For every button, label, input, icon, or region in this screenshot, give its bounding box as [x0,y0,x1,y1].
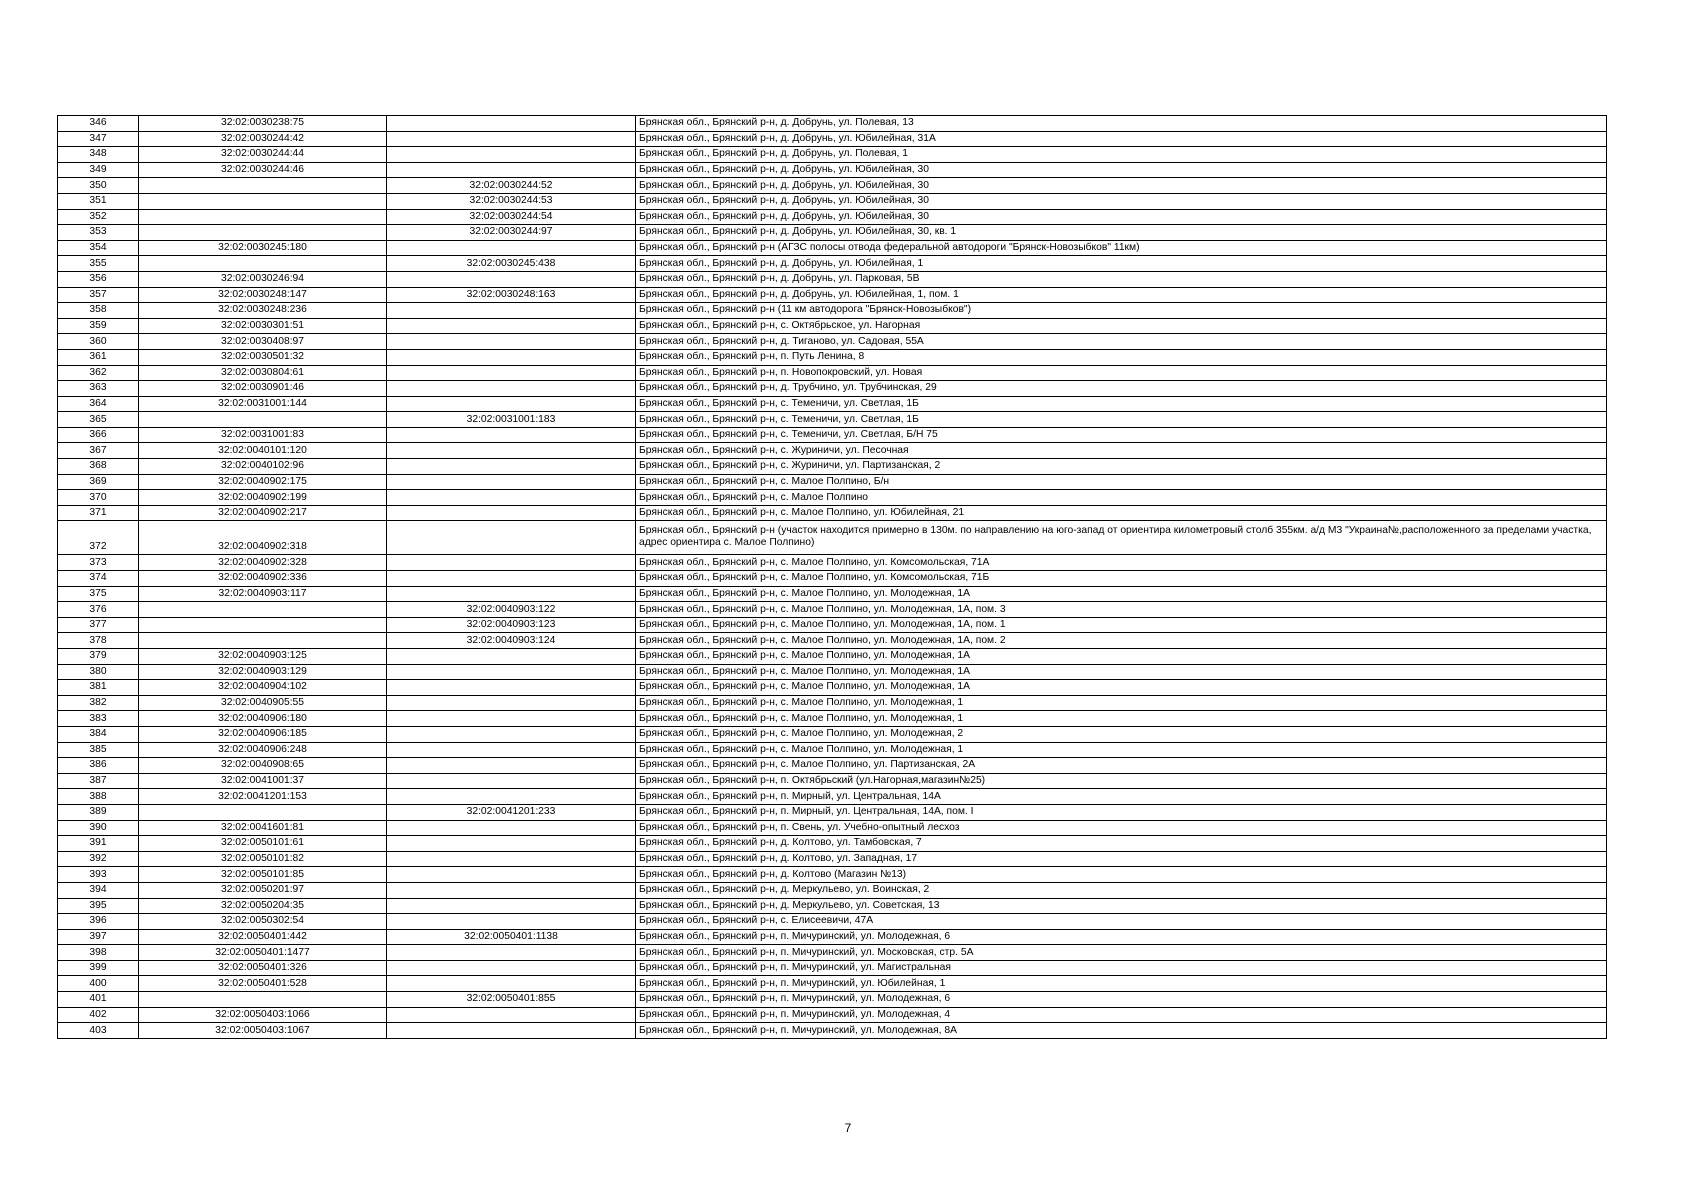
address-cell: Брянская обл., Брянский р-н, д. Добрунь, ул. Юбилейная, 1 [636,256,1607,272]
address-cell: Брянская обл., Брянский р-н, п. Мичуринский, ул. Молодежная, 6 [636,929,1607,945]
address-cell: Брянская обл., Брянский р-н, д. Добрунь, ул. Юбилейная, 30 [636,178,1607,194]
table-row [58,365,1607,381]
cadastral-number-cell: 32:02:0040906:248 [139,742,387,758]
related-cadastral-number-cell [387,976,636,992]
related-cadastral-number-cell [387,271,636,287]
table-row [58,602,1607,618]
related-cadastral-number-cell [387,711,636,727]
cadastral-number-cell: 32:02:0040902:217 [139,505,387,521]
row-number-cell: 398 [58,945,139,961]
table-row [58,412,1607,428]
row-number-cell: 371 [58,505,139,521]
related-cadastral-number-cell [387,365,636,381]
cadastral-number-cell: 32:02:0050101:82 [139,851,387,867]
address-cell: Брянская обл., Брянский р-н, с. Елисеевичи, 47А [636,914,1607,930]
address-cell: Брянская обл., Брянский р-н, с. Теменичи, ул. Светлая, 1Б [636,412,1607,428]
table-row [58,617,1607,633]
table-row [58,427,1607,443]
related-cadastral-number-cell [387,571,636,587]
cadastral-number-cell: 32:02:0050401:528 [139,976,387,992]
cadastral-number-cell: 32:02:0030246:94 [139,271,387,287]
table-row [58,318,1607,334]
address-cell: Брянская обл., Брянский р-н, с. Теменичи, ул. Светлая, Б/Н 75 [636,427,1607,443]
address-cell: Брянская обл., Брянский р-н, с. Малое Полпино, ул. Молодежная, 1А [636,586,1607,602]
cadastral-number-cell: 32:02:0030244:44 [139,147,387,163]
cadastral-number-cell: 32:02:0050403:1067 [139,1023,387,1039]
related-cadastral-number-cell: 32:02:0030244:53 [387,193,636,209]
row-number-cell: 368 [58,459,139,475]
address-cell: Брянская обл., Брянский р-н, с. Малое Полпино, ул. Партизанская, 2А [636,758,1607,774]
address-cell: Брянская обл., Брянский р-н, с. Малое Полпино, ул. Молодежная, 1А [636,664,1607,680]
related-cadastral-number-cell [387,131,636,147]
cadastral-number-cell: 32:02:0030408:97 [139,334,387,350]
related-cadastral-number-cell [387,240,636,256]
related-cadastral-number-cell [387,349,636,365]
cadastral-number-cell: 32:02:0041601:81 [139,820,387,836]
cadastral-number-cell: 32:02:0040906:180 [139,711,387,727]
address-cell: Брянская обл., Брянский р-н, п. Мирный, ул. Центральная, 14А, пом. I [636,804,1607,820]
related-cadastral-number-cell [387,427,636,443]
cadastral-number-cell: 32:02:0050201:97 [139,882,387,898]
related-cadastral-number-cell [387,459,636,475]
cadastral-number-cell: 32:02:0040908:65 [139,758,387,774]
row-number-cell: 373 [58,555,139,571]
related-cadastral-number-cell [387,521,636,555]
address-cell: Брянская обл., Брянский р-н, д. Добрунь, ул. Юбилейная, 30 [636,162,1607,178]
related-cadastral-number-cell: 32:02:0030244:97 [387,225,636,241]
related-cadastral-number-cell [387,742,636,758]
address-cell: Брянская обл., Брянский р-н, с. Малое Полпино, ул. Комсомольская, 71Б [636,571,1607,587]
cadastral-number-cell: 32:02:0040102:96 [139,459,387,475]
row-number-cell: 394 [58,882,139,898]
table-row [58,178,1607,194]
cadastral-number-cell: 32:02:0050101:61 [139,836,387,852]
row-number-cell: 397 [58,929,139,945]
address-cell: Брянская обл., Брянский р-н, п. Мирный, ул. Центральная, 14А [636,789,1607,805]
address-cell: Брянская обл., Брянский р-н, д. Трубчино, ул. Трубчинская, 29 [636,381,1607,397]
cadastral-number-cell [139,178,387,194]
related-cadastral-number-cell: 32:02:0040903:124 [387,633,636,649]
address-cell: Брянская обл., Брянский р-н, с. Малое Полпино, ул. Молодежная, 1А [636,680,1607,696]
address-cell: Брянская обл., Брянский р-н, с. Малое Полпино, ул. Молодежная, 1 [636,711,1607,727]
row-number-cell: 375 [58,586,139,602]
related-cadastral-number-cell [387,898,636,914]
table-row [58,960,1607,976]
address-cell: Брянская обл., Брянский р-н, с. Малое Полпино, ул. Молодежная, 1 [636,695,1607,711]
table-row [58,789,1607,805]
address-cell: Брянская обл., Брянский р-н, с. Малое Полпино, ул. Молодежная, 1А [636,649,1607,665]
row-number-cell: 400 [58,976,139,992]
related-cadastral-number-cell [387,490,636,506]
related-cadastral-number-cell [387,695,636,711]
registry-table-body [58,116,1607,1039]
related-cadastral-number-cell: 32:02:0040903:122 [387,602,636,618]
row-number-cell: 388 [58,789,139,805]
cadastral-number-cell [139,193,387,209]
related-cadastral-number-cell: 32:02:0031001:183 [387,412,636,428]
related-cadastral-number-cell [387,303,636,319]
related-cadastral-number-cell [387,867,636,883]
address-cell: Брянская обл., Брянский р-н, д. Добрунь, ул. Юбилейная, 1, пом. 1 [636,287,1607,303]
cadastral-number-cell: 32:02:0030248:236 [139,303,387,319]
registry-table [57,115,1607,1039]
table-row [58,459,1607,475]
address-cell: Брянская обл., Брянский р-н, п. Мичуринский, ул. Московская, стр. 5А [636,945,1607,961]
address-cell: Брянская обл., Брянский р-н, д. Меркульево, ул. Воинская, 2 [636,882,1607,898]
address-cell: Брянская обл., Брянский р-н (участок находится примерно в 130м. по направлению на юго-запад от ориентира километровый столб 355км. а/д М3 "Украина№,расположенного за пределами участка, адрес ориентира с. Малое Полпино) [636,521,1607,555]
related-cadastral-number-cell [387,334,636,350]
address-cell: Брянская обл., Брянский р-н, д. Добрунь, ул. Юбилейная, 31А [636,131,1607,147]
row-number-cell: 383 [58,711,139,727]
address-cell: Брянская обл., Брянский р-н, с. Малое Полпино, ул. Юбилейная, 21 [636,505,1607,521]
table-row [58,664,1607,680]
table-row [58,474,1607,490]
related-cadastral-number-cell [387,396,636,412]
address-cell: Брянская обл., Брянский р-н, п. Мичуринский, ул. Молодежная, 8А [636,1023,1607,1039]
related-cadastral-number-cell [387,726,636,742]
row-number-cell: 387 [58,773,139,789]
row-number-cell: 370 [58,490,139,506]
row-number-cell: 393 [58,867,139,883]
address-cell: Брянская обл., Брянский р-н, с. Малое Полпино, ул. Молодежная, 2 [636,726,1607,742]
table-row [58,586,1607,602]
table-row [58,851,1607,867]
row-number-cell: 366 [58,427,139,443]
related-cadastral-number-cell [387,882,636,898]
table-row [58,396,1607,412]
related-cadastral-number-cell [387,836,636,852]
row-number-cell: 360 [58,334,139,350]
address-cell: Брянская обл., Брянский р-н, д. Добрунь, ул. Юбилейная, 30 [636,193,1607,209]
cadastral-number-cell: 32:02:0050101:85 [139,867,387,883]
table-row [58,836,1607,852]
row-number-cell: 364 [58,396,139,412]
table-row [58,443,1607,459]
cadastral-number-cell [139,617,387,633]
table-row [58,490,1607,506]
related-cadastral-number-cell [387,820,636,836]
cadastral-number-cell: 32:02:0040902:318 [139,521,387,555]
cadastral-number-cell: 32:02:0030238:75 [139,116,387,132]
row-number-cell: 396 [58,914,139,930]
table-row [58,773,1607,789]
cadastral-number-cell: 32:02:0030804:61 [139,365,387,381]
related-cadastral-number-cell [387,381,636,397]
address-cell: Брянская обл., Брянский р-н, д. Добрунь, ул. Полевая, 1 [636,147,1607,163]
table-row [58,820,1607,836]
related-cadastral-number-cell [387,474,636,490]
row-number-cell: 350 [58,178,139,194]
related-cadastral-number-cell [387,162,636,178]
related-cadastral-number-cell [387,773,636,789]
address-cell: Брянская обл., Брянский р-н, с. Журиничи, ул. Песочная [636,443,1607,459]
cadastral-number-cell: 32:02:0040904:102 [139,680,387,696]
related-cadastral-number-cell [387,945,636,961]
address-cell: Брянская обл., Брянский р-н, д. Колтово, ул. Тамбовская, 7 [636,836,1607,852]
table-row [58,695,1607,711]
page-number: 7 [844,1121,852,1135]
related-cadastral-number-cell: 32:02:0030244:54 [387,209,636,225]
related-cadastral-number-cell [387,505,636,521]
cadastral-number-cell [139,256,387,272]
row-number-cell: 365 [58,412,139,428]
address-cell: Брянская обл., Брянский р-н, д. Добрунь, ул. Парковая, 5В [636,271,1607,287]
table-row [58,116,1607,132]
row-number-cell: 346 [58,116,139,132]
address-cell: Брянская обл., Брянский р-н, с. Малое Полпино, ул. Молодежная, 1А, пом. 2 [636,633,1607,649]
table-row [58,867,1607,883]
table-row [58,742,1607,758]
cadastral-number-cell: 32:02:0040906:185 [139,726,387,742]
table-row [58,240,1607,256]
row-number-cell: 354 [58,240,139,256]
address-cell: Брянская обл., Брянский р-н, с. Малое Полпино, Б/н [636,474,1607,490]
row-number-cell: 381 [58,680,139,696]
cadastral-number-cell: 32:02:0040905:55 [139,695,387,711]
related-cadastral-number-cell [387,147,636,163]
row-number-cell: 374 [58,571,139,587]
row-number-cell: 349 [58,162,139,178]
table-row [58,271,1607,287]
table-row [58,758,1607,774]
row-number-cell: 358 [58,303,139,319]
address-cell: Брянская обл., Брянский р-н, д. Добрунь, ул. Юбилейная, 30, кв. 1 [636,225,1607,241]
table-row [58,1023,1607,1039]
address-cell: Брянская обл., Брянский р-н, п. Мичуринский, ул. Юбилейная, 1 [636,976,1607,992]
related-cadastral-number-cell [387,680,636,696]
table-row [58,256,1607,272]
table-row [58,976,1607,992]
address-cell: Брянская обл., Брянский р-н, с. Журиничи, ул. Партизанская, 2 [636,459,1607,475]
row-number-cell: 386 [58,758,139,774]
table-row [58,898,1607,914]
related-cadastral-number-cell [387,758,636,774]
address-cell: Брянская обл., Брянский р-н, п. Свень, ул. Учебно-опытный лесхоз [636,820,1607,836]
address-cell: Брянская обл., Брянский р-н (11 км автодорога "Брянск-Новозыбков") [636,303,1607,319]
cadastral-number-cell: 32:02:0030244:42 [139,131,387,147]
cadastral-number-cell: 32:02:0040903:125 [139,649,387,665]
cadastral-number-cell [139,992,387,1008]
table-row [58,147,1607,163]
related-cadastral-number-cell [387,960,636,976]
table-row [58,287,1607,303]
table-row [58,505,1607,521]
table-row [58,929,1607,945]
related-cadastral-number-cell [387,443,636,459]
related-cadastral-number-cell: 32:02:0030245:438 [387,256,636,272]
related-cadastral-number-cell [387,586,636,602]
related-cadastral-number-cell [387,789,636,805]
address-cell: Брянская обл., Брянский р-н, п. Мичуринский, ул. Молодежная, 4 [636,1007,1607,1023]
related-cadastral-number-cell: 32:02:0050401:1138 [387,929,636,945]
address-cell: Брянская обл., Брянский р-н, с. Малое Полпино, ул. Молодежная, 1 [636,742,1607,758]
row-number-cell: 389 [58,804,139,820]
row-number-cell: 384 [58,726,139,742]
row-number-cell: 402 [58,1007,139,1023]
address-cell: Брянская обл., Брянский р-н, д. Добрунь, ул. Полевая, 13 [636,116,1607,132]
cadastral-number-cell: 32:02:0030301:51 [139,318,387,334]
related-cadastral-number-cell [387,914,636,930]
table-row [58,521,1607,555]
row-number-cell: 356 [58,271,139,287]
table-row [58,225,1607,241]
table-row [58,804,1607,820]
cadastral-number-cell [139,804,387,820]
table-row [58,349,1607,365]
table-row [58,914,1607,930]
row-number-cell: 353 [58,225,139,241]
cadastral-number-cell: 32:02:0050401:442 [139,929,387,945]
address-cell: Брянская обл., Брянский р-н, п. Мичуринский, ул. Молодежная, 6 [636,992,1607,1008]
related-cadastral-number-cell [387,664,636,680]
cadastral-number-cell: 32:02:0050401:1477 [139,945,387,961]
row-number-cell: 392 [58,851,139,867]
row-number-cell: 399 [58,960,139,976]
cadastral-number-cell: 32:02:0050401:326 [139,960,387,976]
row-number-cell: 377 [58,617,139,633]
row-number-cell: 361 [58,349,139,365]
row-number-cell: 376 [58,602,139,618]
cadastral-number-cell: 32:02:0040902:336 [139,571,387,587]
table-row [58,303,1607,319]
address-cell: Брянская обл., Брянский р-н, п. Мичуринский, ул. Магистральная [636,960,1607,976]
table-row [58,945,1607,961]
row-number-cell: 363 [58,381,139,397]
cadastral-number-cell: 32:02:0030248:147 [139,287,387,303]
cadastral-number-cell: 32:02:0040902:199 [139,490,387,506]
table-row [58,334,1607,350]
cadastral-number-cell [139,225,387,241]
row-number-cell: 367 [58,443,139,459]
row-number-cell: 355 [58,256,139,272]
address-cell: Брянская обл., Брянский р-н, д. Колтово (Магазин №13) [636,867,1607,883]
cadastral-number-cell: 32:02:0041201:153 [139,789,387,805]
address-cell: Брянская обл., Брянский р-н, с. Малое Полпино, ул. Молодежная, 1А, пом. 3 [636,602,1607,618]
related-cadastral-number-cell: 32:02:0050401:855 [387,992,636,1008]
row-number-cell: 362 [58,365,139,381]
related-cadastral-number-cell [387,1007,636,1023]
row-number-cell: 403 [58,1023,139,1039]
table-row [58,882,1607,898]
related-cadastral-number-cell [387,318,636,334]
address-cell: Брянская обл., Брянский р-н, с. Октябрьское, ул. Нагорная [636,318,1607,334]
table-row [58,193,1607,209]
related-cadastral-number-cell: 32:02:0040903:123 [387,617,636,633]
row-number-cell: 380 [58,664,139,680]
row-number-cell: 391 [58,836,139,852]
row-number-cell: 372 [58,521,139,555]
row-number-cell: 379 [58,649,139,665]
related-cadastral-number-cell [387,649,636,665]
row-number-cell: 390 [58,820,139,836]
address-cell: Брянская обл., Брянский р-н, п. Путь Ленина, 8 [636,349,1607,365]
row-number-cell: 357 [58,287,139,303]
cadastral-number-cell [139,209,387,225]
row-number-cell: 348 [58,147,139,163]
cadastral-number-cell: 32:02:0050403:1066 [139,1007,387,1023]
table-row [58,633,1607,649]
row-number-cell: 395 [58,898,139,914]
address-cell: Брянская обл., Брянский р-н, д. Тиганово, ул. Садовая, 55А [636,334,1607,350]
cadastral-number-cell: 32:02:0030245:180 [139,240,387,256]
table-row [58,726,1607,742]
address-cell: Брянская обл., Брянский р-н, д. Меркульево, ул. Советская, 13 [636,898,1607,914]
address-cell: Брянская обл., Брянский р-н, п. Октябрьский (ул.Нагорная,магазин№25) [636,773,1607,789]
row-number-cell: 385 [58,742,139,758]
address-cell: Брянская обл., Брянский р-н (АГЗС полосы отвода федеральной автодороги "Брянск-Новозыбков" 11км) [636,240,1607,256]
row-number-cell: 352 [58,209,139,225]
table-row [58,992,1607,1008]
related-cadastral-number-cell: 32:02:0030248:163 [387,287,636,303]
cadastral-number-cell: 32:02:0030501:32 [139,349,387,365]
table-row [58,649,1607,665]
cadastral-number-cell: 32:02:0040902:328 [139,555,387,571]
address-cell: Брянская обл., Брянский р-н, д. Колтово, ул. Западная, 17 [636,851,1607,867]
table-row [58,209,1607,225]
address-cell: Брянская обл., Брянский р-н, д. Добрунь, ул. Юбилейная, 30 [636,209,1607,225]
table-row [58,555,1607,571]
address-cell: Брянская обл., Брянский р-н, с. Малое Полпино, ул. Молодежная, 1А, пом. 1 [636,617,1607,633]
cadastral-number-cell: 32:02:0040902:175 [139,474,387,490]
related-cadastral-number-cell: 32:02:0041201:233 [387,804,636,820]
cadastral-number-cell: 32:02:0040101:120 [139,443,387,459]
table-row [58,162,1607,178]
cadastral-number-cell: 32:02:0031001:83 [139,427,387,443]
row-number-cell: 351 [58,193,139,209]
related-cadastral-number-cell [387,1023,636,1039]
cadastral-number-cell [139,633,387,649]
related-cadastral-number-cell: 32:02:0030244:52 [387,178,636,194]
table-row [58,711,1607,727]
related-cadastral-number-cell [387,851,636,867]
row-number-cell: 369 [58,474,139,490]
cadastral-number-cell: 32:02:0041001:37 [139,773,387,789]
related-cadastral-number-cell [387,555,636,571]
row-number-cell: 382 [58,695,139,711]
cadastral-number-cell: 32:02:0050204:35 [139,898,387,914]
row-number-cell: 359 [58,318,139,334]
cadastral-number-cell [139,412,387,428]
cadastral-number-cell: 32:02:0031001:144 [139,396,387,412]
address-cell: Брянская обл., Брянский р-н, с. Теменичи, ул. Светлая, 1Б [636,396,1607,412]
cadastral-number-cell: 32:02:0040903:117 [139,586,387,602]
cadastral-number-cell: 32:02:0030901:46 [139,381,387,397]
related-cadastral-number-cell [387,116,636,132]
address-cell: Брянская обл., Брянский р-н, п. Новопокровский, ул. Новая [636,365,1607,381]
row-number-cell: 378 [58,633,139,649]
table-row [58,1007,1607,1023]
cadastral-number-cell [139,602,387,618]
cadastral-number-cell: 32:02:0030244:46 [139,162,387,178]
row-number-cell: 401 [58,992,139,1008]
table-row [58,571,1607,587]
address-cell: Брянская обл., Брянский р-н, с. Малое Полпино [636,490,1607,506]
cadastral-number-cell: 32:02:0050302:54 [139,914,387,930]
address-cell: Брянская обл., Брянский р-н, с. Малое Полпино, ул. Комсомольская, 71А [636,555,1607,571]
table-row [58,381,1607,397]
table-row [58,131,1607,147]
row-number-cell: 347 [58,131,139,147]
cadastral-number-cell: 32:02:0040903:129 [139,664,387,680]
table-row [58,680,1607,696]
